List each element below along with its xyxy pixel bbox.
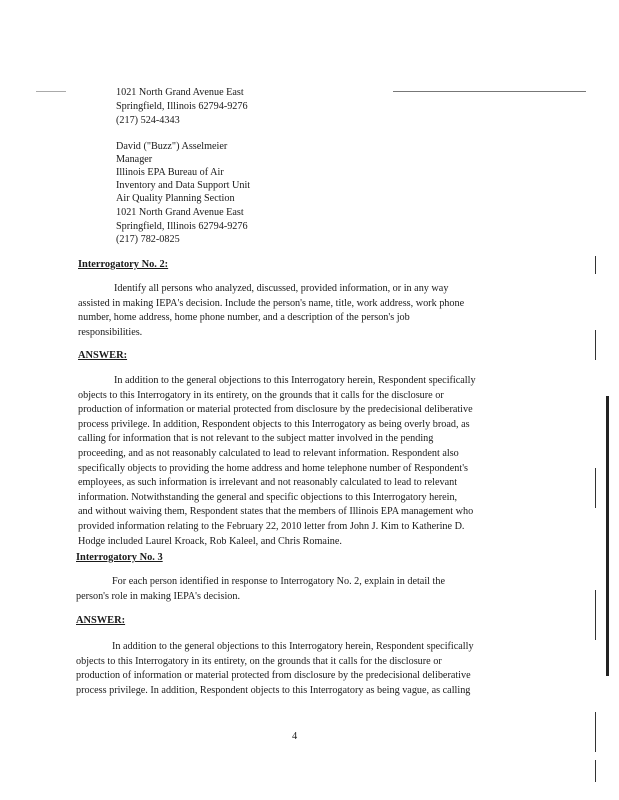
text-line: In addition to the general objections to this Interrogatory herein, Respondent specifically — [112, 641, 474, 652]
text-line: calling for information that is not relevant to the subject matter involved in the pending — [78, 433, 434, 445]
answer-2-heading: ANSWER: — [78, 350, 128, 361]
contact-unit: Inventory and Data Support Unit — [116, 180, 251, 191]
scan-artifact-top-left-dash — [36, 91, 66, 92]
text-line: assisted in making IEPA's decision. Include the person's name, title, work address, work phone — [78, 297, 465, 309]
answer-3-heading: ANSWER: — [76, 615, 126, 626]
answer-2-text — [78, 374, 518, 549]
text-line: production of information or material protected from disclosure by the predecisional deliberative — [78, 404, 473, 416]
text-line: provided information relating to the February 22, 2010 letter from John J. Kim to Katherine D. — [78, 520, 465, 532]
contact-title: Manager — [116, 154, 153, 165]
contact-bureau: Illinois EPA Bureau of Air — [116, 167, 224, 178]
contact-name: David ("Buzz") Asselmeier — [116, 141, 228, 152]
scan-artifact-right-mark — [595, 712, 596, 752]
scan-artifact-right-bar — [606, 396, 609, 676]
address-line: (217) 524-4343 — [116, 115, 180, 126]
text-line: proceeding, and as not reasonably calculated to lead to relevant information. Respondent also — [78, 447, 459, 459]
scan-artifact-right-mark — [595, 760, 596, 782]
scan-artifact-right-mark — [595, 590, 596, 640]
address-line: 1021 North Grand Avenue East — [116, 87, 244, 98]
text-line: Identify all persons who analyzed, discussed, provided information, or in any way — [114, 283, 449, 294]
text-line: employees, as such information is irrelevant and not reasonably calculated to lead to relevant — [78, 477, 458, 489]
contact-phone: (217) 782-0825 — [116, 234, 180, 245]
text-line: process privilege. In addition, Respondent objects to this Interrogatory as being vague, as calling — [76, 684, 471, 696]
text-line: number, home address, home phone number, and a description of the person's job — [78, 312, 410, 324]
scan-artifact-right-mark — [595, 256, 596, 274]
interrogatory-2-text — [78, 282, 518, 340]
text-line: responsibilities. — [78, 326, 143, 338]
page-number: 4 — [292, 731, 298, 742]
answer-3-text — [76, 640, 518, 698]
interrogatory-3-text — [76, 575, 516, 604]
text-line: objects to this Interrogatory in its entirety, on the grounds that it calls for the disclosure or — [76, 655, 442, 667]
text-line: and without waiving them, Respondent states that the members of Illinois EPA management who — [78, 506, 474, 518]
text-line: production of information or material protected from disclosure by the predecisional deliberative — [76, 670, 471, 682]
text-line: Hodge included Laurel Kroack, Rob Kaleel, and Chris Romaine. — [78, 535, 342, 547]
text-line: specifically objects to providing the home address and home telephone number of Respondent's — [78, 462, 468, 474]
scan-artifact-top-line — [393, 91, 586, 92]
text-line: person's role in making IEPA's decision. — [76, 590, 241, 602]
interrogatory-2-heading: Interrogatory No. 2: — [78, 259, 169, 270]
text-line: In addition to the general objections to this Interrogatory herein, Respondent specifically — [114, 375, 476, 386]
scan-artifact-right-mark — [595, 468, 596, 508]
contact-section: Air Quality Planning Section — [116, 193, 235, 204]
text-line: process privilege. In addition, Respondent objects to this Interrogatory as being overly broad, as — [78, 418, 470, 430]
text-line: information. Notwithstanding the general and specific objections to this Interrogatory herein, — [78, 491, 458, 503]
contact-city: Springfield, Illinois 62794-9276 — [116, 221, 248, 232]
address-line: Springfield, Illinois 62794-9276 — [116, 101, 248, 112]
text-line: For each person identified in response to Interrogatory No. 2, explain in detail the — [112, 576, 445, 587]
interrogatory-3-heading: Interrogatory No. 3 — [76, 552, 163, 563]
contact-street: 1021 North Grand Avenue East — [116, 207, 244, 218]
text-line: objects to this Interrogatory in its entirety, on the grounds that it calls for the disclosure or — [78, 389, 444, 401]
scan-artifact-right-mark — [595, 330, 596, 360]
